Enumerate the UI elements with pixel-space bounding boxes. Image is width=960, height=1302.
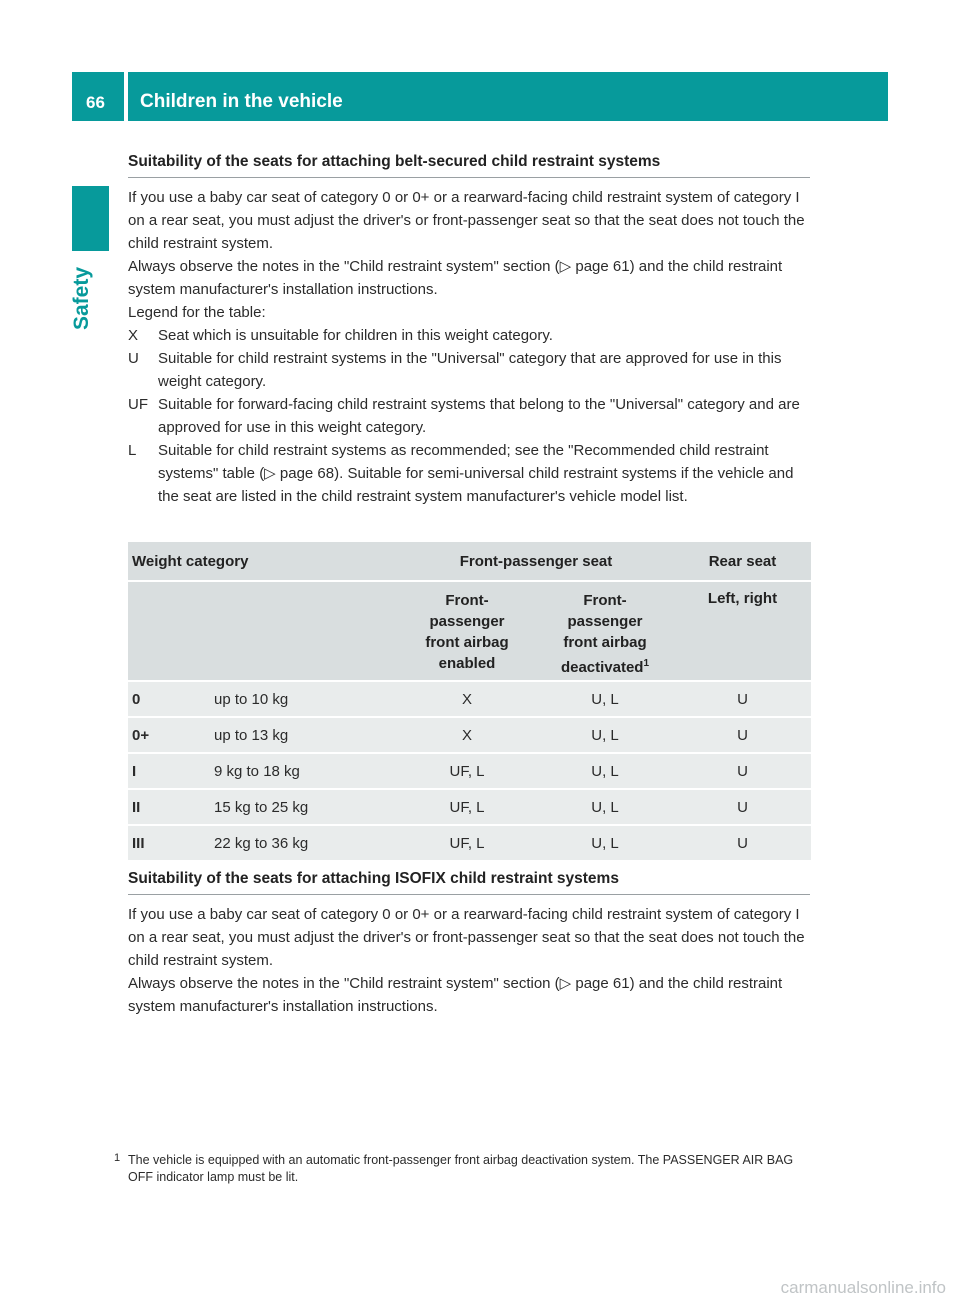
cell-rear: U bbox=[674, 790, 811, 826]
legend-item bbox=[128, 393, 812, 439]
legend-key: X bbox=[128, 327, 139, 344]
cell-airbag-deactivated: U, L bbox=[536, 826, 674, 862]
cell-rear: U bbox=[674, 682, 811, 718]
legend-text: Suitable for child restraint systems as recommended; see the "Recommended child restraint systems" table (▷ page 68). Suitable for semi-universal child restraint systems if the vehicle and the seat are listed in the child restraint system manufacturer's vehicle model list. bbox=[158, 442, 794, 505]
cell-airbag-deactivated: U, L bbox=[536, 718, 674, 754]
cell-airbag-deactivated: U, L bbox=[536, 754, 674, 790]
cell-airbag-enabled: UF, L bbox=[398, 826, 536, 862]
legend-item bbox=[128, 347, 812, 393]
legend-key: UF bbox=[128, 396, 148, 413]
table-header-row bbox=[128, 542, 811, 582]
footnote-ref: 1 bbox=[643, 658, 650, 669]
paragraph: Always observe the notes in the "Child restraint system" section (▷ page 61) and the child restraint system manufacturer's installation instructions. bbox=[128, 975, 783, 1015]
cell-weight: up to 10 kg bbox=[210, 682, 398, 718]
cell-airbag-enabled: UF, L bbox=[398, 790, 536, 826]
cell-rear: U bbox=[674, 718, 811, 754]
paragraph: Always observe the notes in the "Child restraint system" section (▷ page 61) and the child restraint system manufacturer's installation instructions. bbox=[128, 258, 783, 298]
cell-airbag-deactivated: U, L bbox=[536, 790, 674, 826]
watermark: carmanualsonline.info bbox=[780, 1278, 946, 1297]
table-row bbox=[128, 790, 811, 826]
chapter-title: Children in the vehicle bbox=[128, 72, 888, 121]
section-label: Safety bbox=[70, 266, 93, 330]
col-weight-category: Weight category bbox=[128, 542, 398, 582]
page-number: 66 bbox=[72, 72, 124, 121]
footnote bbox=[114, 1152, 812, 1186]
col-front-passenger-seat: Front-passenger seat bbox=[398, 542, 674, 582]
table-row bbox=[128, 826, 811, 862]
section-marker bbox=[72, 186, 109, 251]
cell-rear: U bbox=[674, 826, 811, 862]
cell-category: I bbox=[128, 754, 210, 790]
cell-airbag-enabled: X bbox=[398, 718, 536, 754]
table-row bbox=[128, 718, 811, 754]
subheader-blank bbox=[128, 582, 398, 682]
legend-item bbox=[128, 439, 812, 508]
cell-airbag-deactivated: U, L bbox=[536, 682, 674, 718]
legend-key: U bbox=[128, 350, 139, 367]
paragraph: If you use a baby car seat of category 0 or 0+ or a rearward-facing child restraint system of category I on a rear seat, you must adjust the driver's or front-passenger seat so that the seat does not touch the child restraint system. bbox=[128, 906, 805, 969]
legend-text: Suitable for forward-facing child restraint systems that belong to the "Universal" category and are approved for use in this weight category. bbox=[158, 396, 800, 436]
suitability-table bbox=[128, 542, 811, 862]
col-rear-seat: Rear seat bbox=[674, 542, 811, 582]
col-rear-left-right: Left, right bbox=[674, 582, 811, 682]
col-airbag-deactivated bbox=[536, 582, 674, 682]
paragraph: If you use a baby car seat of category 0 or 0+ or a rearward-facing child restraint system of category I on a rear seat, you must adjust the driver's or front-passenger seat so that the seat does not touch the child restraint system. bbox=[128, 189, 805, 252]
cell-weight: 15 kg to 25 kg bbox=[210, 790, 398, 826]
cell-airbag-enabled: X bbox=[398, 682, 536, 718]
cell-airbag-enabled: UF, L bbox=[398, 754, 536, 790]
footnote-text: The vehicle is equipped with an automatic front-passenger front airbag deactivation system. The PASSENGER AIR BAG OFF indicator lamp must be lit. bbox=[128, 1153, 794, 1184]
cell-rear: U bbox=[674, 754, 811, 790]
footnote-number: 1 bbox=[114, 1152, 121, 1164]
table-row bbox=[128, 754, 811, 790]
section-isofix-body bbox=[128, 903, 812, 1018]
col-airbag-enabled: Front-passenger front airbag enabled bbox=[398, 582, 536, 682]
cell-weight: up to 13 kg bbox=[210, 718, 398, 754]
cell-category: 0 bbox=[128, 682, 210, 718]
section-heading-isofix: Suitability of the seats for attaching ISOFIX child restraint systems bbox=[128, 870, 810, 895]
table-row bbox=[128, 682, 811, 718]
legend-text: Seat which is unsuitable for children in this weight category. bbox=[158, 327, 553, 344]
cell-category: II bbox=[128, 790, 210, 826]
cell-category: III bbox=[128, 826, 210, 862]
cell-weight: 9 kg to 18 kg bbox=[210, 754, 398, 790]
col-airbag-deactivated-label: Front-passenger front airbag deactivated bbox=[560, 592, 647, 676]
table-subheader-row bbox=[128, 582, 811, 682]
legend-text: Suitable for child restraint systems in the "Universal" category that are approved for use in this weight category. bbox=[158, 350, 782, 390]
cell-category: 0+ bbox=[128, 718, 210, 754]
legend-item bbox=[128, 324, 812, 347]
section-belt-body bbox=[128, 186, 812, 508]
section-heading-belt: Suitability of the seats for attaching belt-secured child restraint systems bbox=[128, 153, 810, 178]
paragraph: Legend for the table: bbox=[128, 304, 266, 321]
cell-weight: 22 kg to 36 kg bbox=[210, 826, 398, 862]
legend-key: L bbox=[128, 442, 137, 459]
